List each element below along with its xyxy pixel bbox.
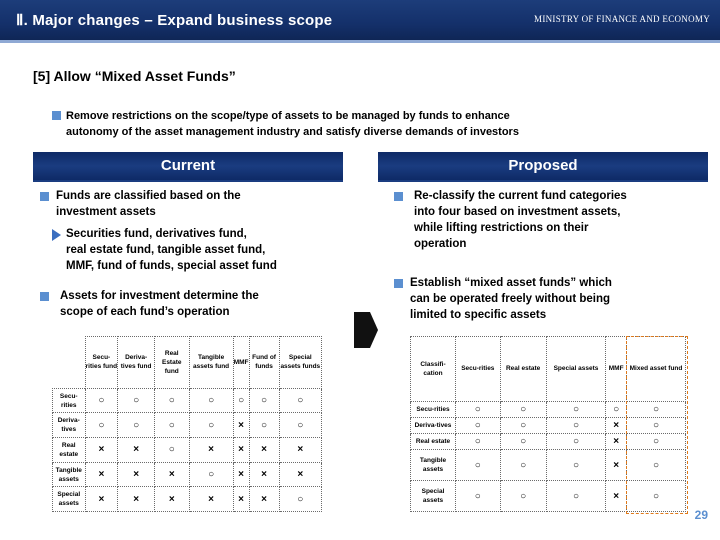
section-title: [5] Allow “Mixed Asset Funds” (33, 68, 236, 84)
column-header: Secu-rities (456, 337, 501, 402)
header-divider (0, 40, 720, 43)
table-cell: ○ (500, 401, 546, 417)
table-cell: × (154, 487, 189, 512)
table-cell: ○ (189, 462, 233, 487)
row-label: Special assets (53, 487, 86, 512)
table-cell: ○ (500, 450, 546, 481)
proposed-point-2-line-1: Establish “mixed asset funds” which (410, 277, 612, 289)
table-cell: × (85, 438, 118, 463)
row-label: Tangible assets (53, 462, 86, 487)
current-point-2-line-2: scope of each fund’s operation (60, 306, 230, 318)
table-cell: ○ (85, 388, 118, 413)
table-cell: ○ (189, 413, 233, 438)
table-cell: ○ (500, 481, 546, 512)
table-cell: × (606, 481, 627, 512)
table-cell: × (189, 438, 233, 463)
column-header: Real estate (500, 337, 546, 402)
table-cell: ○ (546, 418, 606, 434)
row-label: Deriva-tives (411, 418, 456, 434)
table-header-row (53, 337, 322, 389)
square-bullet-icon (394, 192, 403, 201)
table-cell: × (118, 438, 155, 463)
current-sub-point (66, 226, 346, 274)
current-sub-line-3: MMF, fund of funds, special asset fund (66, 260, 277, 272)
table-row (53, 438, 322, 463)
table-cell: ○ (456, 418, 501, 434)
table-cell: ○ (627, 434, 686, 450)
table-cell: × (279, 462, 321, 487)
table-cell: × (233, 438, 249, 463)
proposed-point-1-line-3: while lifting restrictions on their (414, 222, 589, 234)
table-cell: × (606, 450, 627, 481)
table-cell: × (85, 487, 118, 512)
column-header: Deriva-tives fund (118, 337, 155, 389)
table-cell: ○ (500, 434, 546, 450)
table-cell: ○ (249, 388, 279, 413)
table-cell: ○ (154, 413, 189, 438)
table-cell: ○ (456, 401, 501, 417)
row-label: Deriva-tives (53, 413, 86, 438)
table-cell: ○ (456, 450, 501, 481)
table-cell: ○ (627, 450, 686, 481)
column-header: MMF (606, 337, 627, 402)
column-header: Real Estate fund (154, 337, 189, 389)
table-cell: ○ (85, 413, 118, 438)
proposed-point-1 (394, 188, 704, 252)
proposed-point-1-line-4: operation (414, 238, 467, 250)
table-row (53, 413, 322, 438)
table-cell: ○ (606, 401, 627, 417)
table-cell: × (606, 418, 627, 434)
proposed-point-1-line-1: Re-classify the current fund categories (414, 190, 627, 202)
table-row (53, 462, 322, 487)
table-cell: ○ (279, 413, 321, 438)
table-cell: ○ (118, 388, 155, 413)
table-row (53, 487, 322, 512)
table-cell: × (279, 438, 321, 463)
table-cell: × (118, 487, 155, 512)
table-cell: × (233, 487, 249, 512)
proposed-point-2 (394, 275, 704, 323)
table-cell: ○ (500, 418, 546, 434)
table-row (53, 388, 322, 413)
table-cell: × (118, 462, 155, 487)
square-bullet-icon (52, 111, 61, 120)
arrow-right-icon (354, 312, 370, 348)
table-cell: ○ (279, 487, 321, 512)
slide-header-title: Ⅱ. Major changes – Expand business scope (16, 12, 333, 29)
table-cell: ○ (154, 438, 189, 463)
proposed-panel-header: Proposed (378, 152, 708, 180)
row-label: Special assets (411, 481, 456, 512)
current-panel-header: Current (33, 152, 343, 180)
lead-paragraph (52, 108, 652, 140)
table-cell: ○ (627, 418, 686, 434)
ministry-label: MINISTRY OF FINANCE AND ECONOMY (534, 14, 710, 24)
table-cell: ○ (627, 401, 686, 417)
table-cell: × (249, 487, 279, 512)
table-cell: × (85, 462, 118, 487)
proposed-point-1-line-2: into four based on investment assets, (414, 206, 621, 218)
square-bullet-icon (394, 279, 403, 288)
table-cell: × (233, 413, 249, 438)
current-fund-table (52, 336, 322, 512)
row-label: Tangible assets (411, 450, 456, 481)
row-label: Real estate (411, 434, 456, 450)
row-label: Secu-rities (53, 388, 86, 413)
current-point-1-line-2: investment assets (56, 206, 156, 218)
table-cell: ○ (233, 388, 249, 413)
column-header: Special assets funds (279, 337, 321, 389)
table-cell: ○ (546, 481, 606, 512)
row-label: Real estate (53, 438, 86, 463)
column-header: Fund of funds (249, 337, 279, 389)
table-cell: ○ (456, 434, 501, 450)
table-cell: × (233, 462, 249, 487)
current-point-1 (40, 188, 340, 220)
table-cell: ○ (456, 481, 501, 512)
row-label: Secu-rities (411, 401, 456, 417)
table-cell: ○ (546, 434, 606, 450)
mixed-fund-highlight (626, 336, 688, 514)
triangle-bullet-icon (52, 229, 61, 241)
current-point-2-line-1: Assets for investment determine the (60, 290, 259, 302)
lead-line-1: Remove restrictions on the scope/type of assets to be managed by funds to enhance (66, 110, 510, 122)
table-cell: ○ (546, 401, 606, 417)
header-bar (0, 0, 720, 40)
table-cell: ○ (118, 413, 155, 438)
column-header: Special assets (546, 337, 606, 402)
column-header: Mixed asset fund (627, 337, 686, 402)
lead-line-2: autonomy of the asset management industry and satisfy diverse demands of investors (66, 126, 519, 138)
square-bullet-icon (40, 192, 49, 201)
column-header: MMF (233, 337, 249, 389)
proposed-point-2-line-2: can be operated freely without being (410, 293, 611, 305)
proposed-point-2-line-3: limited to specific assets (410, 309, 547, 321)
table-cell: × (606, 434, 627, 450)
square-bullet-icon (40, 292, 49, 301)
table-cell: × (249, 462, 279, 487)
column-header: Classifi-cation (411, 337, 456, 402)
table-cell: × (154, 462, 189, 487)
column-header: Tangible assets fund (189, 337, 233, 389)
table-cell: × (249, 438, 279, 463)
current-rule (33, 180, 343, 182)
table-cell: ○ (546, 450, 606, 481)
arrow-head-icon (370, 312, 378, 348)
page-number: 29 (694, 508, 708, 522)
table-cell: ○ (189, 388, 233, 413)
proposed-rule (378, 180, 708, 182)
column-header: Secu-rities fund (85, 337, 118, 389)
table-cell: ○ (627, 481, 686, 512)
table-cell: ○ (154, 388, 189, 413)
current-sub-line-1: Securities fund, derivatives fund, (66, 228, 247, 240)
table-cell: × (189, 487, 233, 512)
table-cell: ○ (249, 413, 279, 438)
table-cell: ○ (279, 388, 321, 413)
table-corner (53, 337, 86, 389)
current-sub-line-2: real estate fund, tangible asset fund, (66, 244, 266, 256)
current-point-2 (40, 288, 340, 320)
current-point-1-line-1: Funds are classified based on the (56, 190, 241, 202)
